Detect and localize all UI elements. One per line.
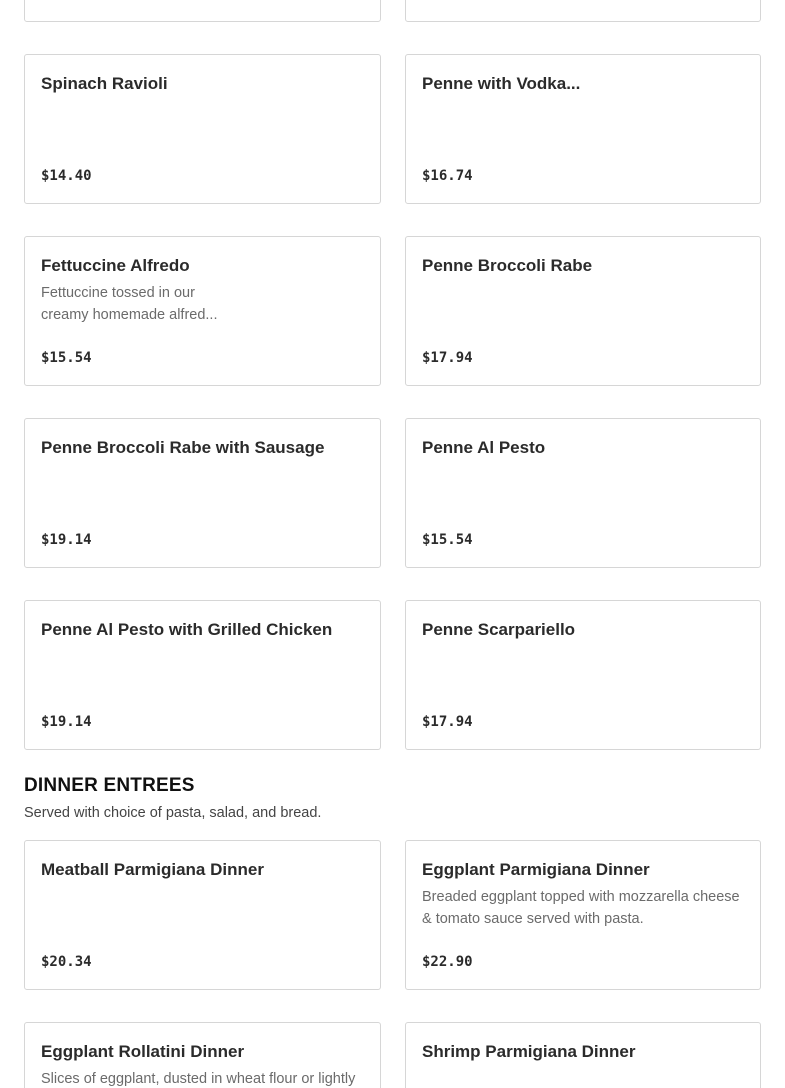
menu-item-name: Eggplant Parmigiana Dinner [422, 860, 650, 879]
menu-item-card-partial[interactable] [24, 0, 381, 22]
menu-item-price: $17.94 [422, 350, 473, 366]
menu-item-name: Fettuccine Alfredo [41, 256, 190, 275]
menu-item-name: Meatball Parmigiana Dinner [41, 860, 264, 879]
menu-item-description: Fettuccine tossed in our creamy homemade alfred... [41, 285, 218, 323]
menu-item-name: Penne Al Pesto with Grilled Chicken [41, 620, 333, 639]
menu-item-name: Eggplant Rollatini Dinner [41, 1042, 245, 1061]
menu-item-card[interactable] [24, 418, 381, 568]
menu-item-card[interactable] [24, 600, 381, 750]
menu-item-price: $22.90 [422, 954, 473, 970]
menu-item-price: $15.54 [422, 532, 473, 548]
menu-item-card[interactable] [405, 600, 761, 750]
menu-item-card[interactable] [24, 54, 381, 204]
section-title: DINNER ENTREES [24, 775, 195, 796]
menu-item-price: $19.14 [41, 714, 92, 730]
menu-item-description: Breaded eggplant topped with mozzarella cheese & tomato sauce served with pasta. [422, 889, 740, 927]
menu-item-card[interactable] [24, 840, 381, 990]
menu-item-name: Penne Broccoli Rabe [422, 256, 593, 275]
menu-item-card[interactable] [24, 236, 381, 386]
menu-item-card[interactable] [405, 54, 761, 204]
menu-item-name: Penne with Vodka... [422, 74, 581, 93]
section-description: Served with choice of pasta, salad, and bread. [24, 805, 322, 821]
menu-item-card[interactable] [405, 840, 761, 990]
menu-item-price: $15.54 [41, 350, 92, 366]
menu-item-name: Shrimp Parmigiana Dinner [422, 1042, 636, 1061]
menu-item-name: Penne Broccoli Rabe with Sausage [41, 438, 325, 457]
menu-item-name: Penne Scarpariello [422, 620, 576, 639]
menu-item-price: $14.40 [41, 168, 92, 184]
menu-item-price: $16.74 [422, 168, 473, 184]
menu-item-card[interactable] [405, 418, 761, 568]
menu-item-price: $17.94 [422, 714, 473, 730]
menu-item-name: Penne Al Pesto [422, 438, 546, 457]
menu-item-price: $19.14 [41, 532, 92, 548]
menu-item-card[interactable] [24, 1022, 381, 1088]
menu-item-card-partial[interactable] [405, 0, 761, 22]
menu-item-price: $20.34 [41, 954, 92, 970]
menu-item-card[interactable] [405, 236, 761, 386]
menu-item-description: Slices of eggplant, dusted in wheat flour or lightly [41, 1071, 356, 1087]
menu-item-name: Spinach Ravioli [41, 74, 168, 93]
menu-item-card[interactable] [405, 1022, 761, 1088]
